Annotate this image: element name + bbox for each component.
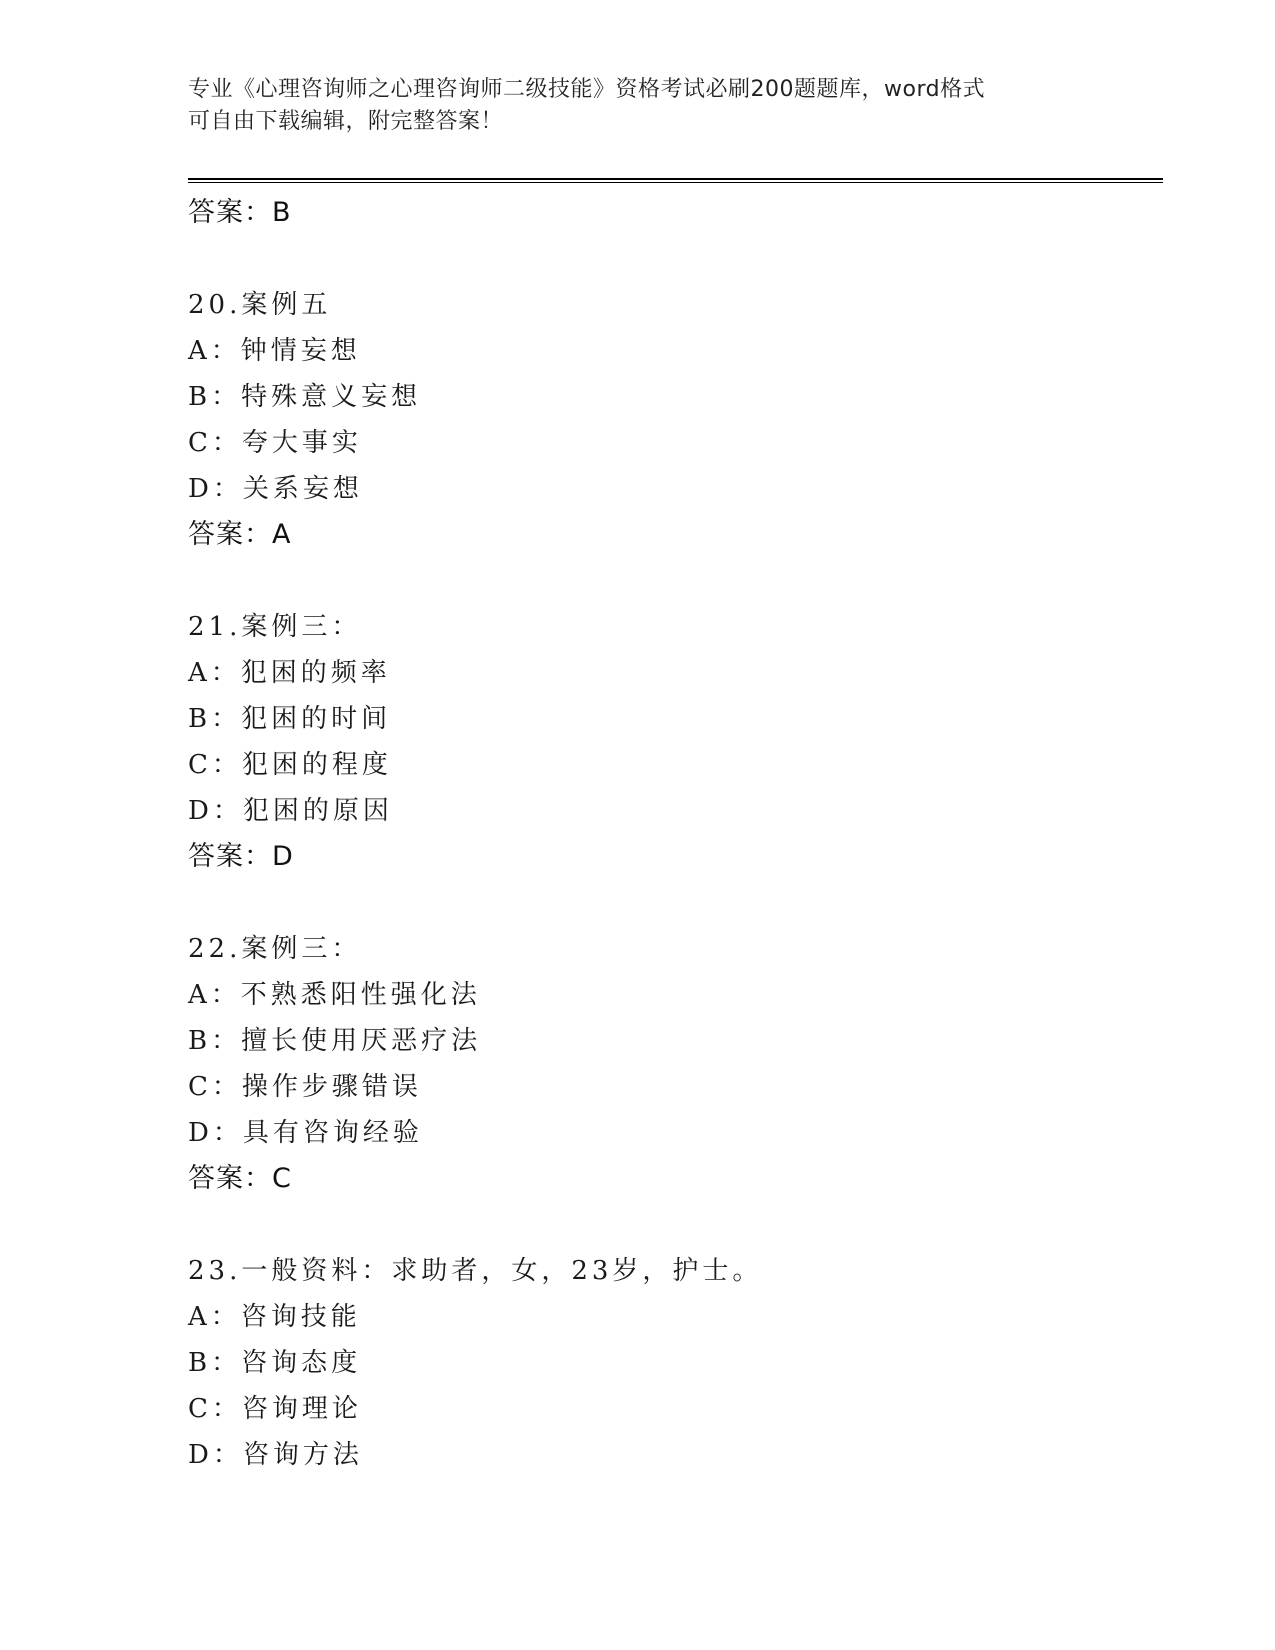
answer: 答案：C bbox=[188, 1163, 292, 1194]
header-line-2: 可自由下载编辑，附完整答案！ bbox=[188, 109, 504, 134]
option-a: A：不熟悉阳性强化法 bbox=[188, 980, 481, 1010]
previous-answer: 答案：B bbox=[188, 197, 292, 228]
option-b: B：咨询态度 bbox=[188, 1348, 362, 1378]
question-block bbox=[188, 926, 1168, 1202]
option-c: C：犯困的程度 bbox=[188, 750, 392, 780]
option-d: D：犯困的原因 bbox=[188, 796, 393, 826]
spacer bbox=[188, 558, 1168, 604]
question-stem: 22.案例三： bbox=[188, 934, 362, 964]
option-b: B：犯困的时间 bbox=[188, 704, 392, 734]
option-d: D：具有咨询经验 bbox=[188, 1118, 423, 1148]
option-c: C：夸大事实 bbox=[188, 428, 362, 458]
option-c: C：咨询理论 bbox=[188, 1394, 362, 1424]
option-b: B：特殊意义妄想 bbox=[188, 382, 422, 412]
question-block bbox=[188, 282, 1168, 558]
question-stem: 23.一般资料：求助者，女，23岁，护士。 bbox=[188, 1256, 763, 1286]
answer: 答案：A bbox=[188, 519, 292, 550]
question-stem: 21.案例三： bbox=[188, 612, 362, 642]
question-list bbox=[188, 190, 1168, 1478]
answer: 答案：D bbox=[188, 841, 294, 872]
question-stem: 20.案例五 bbox=[188, 290, 332, 320]
spacer bbox=[188, 1202, 1168, 1248]
question-block bbox=[188, 604, 1168, 880]
spacer bbox=[188, 880, 1168, 926]
question-block bbox=[188, 1248, 1168, 1478]
document-header bbox=[188, 74, 1088, 138]
option-a: A：咨询技能 bbox=[188, 1302, 361, 1332]
header-line-1: 专业《心理咨询师之心理咨询师二级技能》资格考试必刷200题题库，word格式 bbox=[188, 77, 986, 102]
option-a: A：钟情妄想 bbox=[188, 336, 361, 366]
header-divider bbox=[188, 178, 1163, 183]
option-d: D：关系妄想 bbox=[188, 474, 363, 504]
spacer bbox=[188, 236, 1168, 282]
option-d: D：咨询方法 bbox=[188, 1440, 363, 1470]
option-c: C：操作步骤错误 bbox=[188, 1072, 422, 1102]
option-a: A：犯困的频率 bbox=[188, 658, 391, 688]
option-b: B：擅长使用厌恶疗法 bbox=[188, 1026, 482, 1056]
